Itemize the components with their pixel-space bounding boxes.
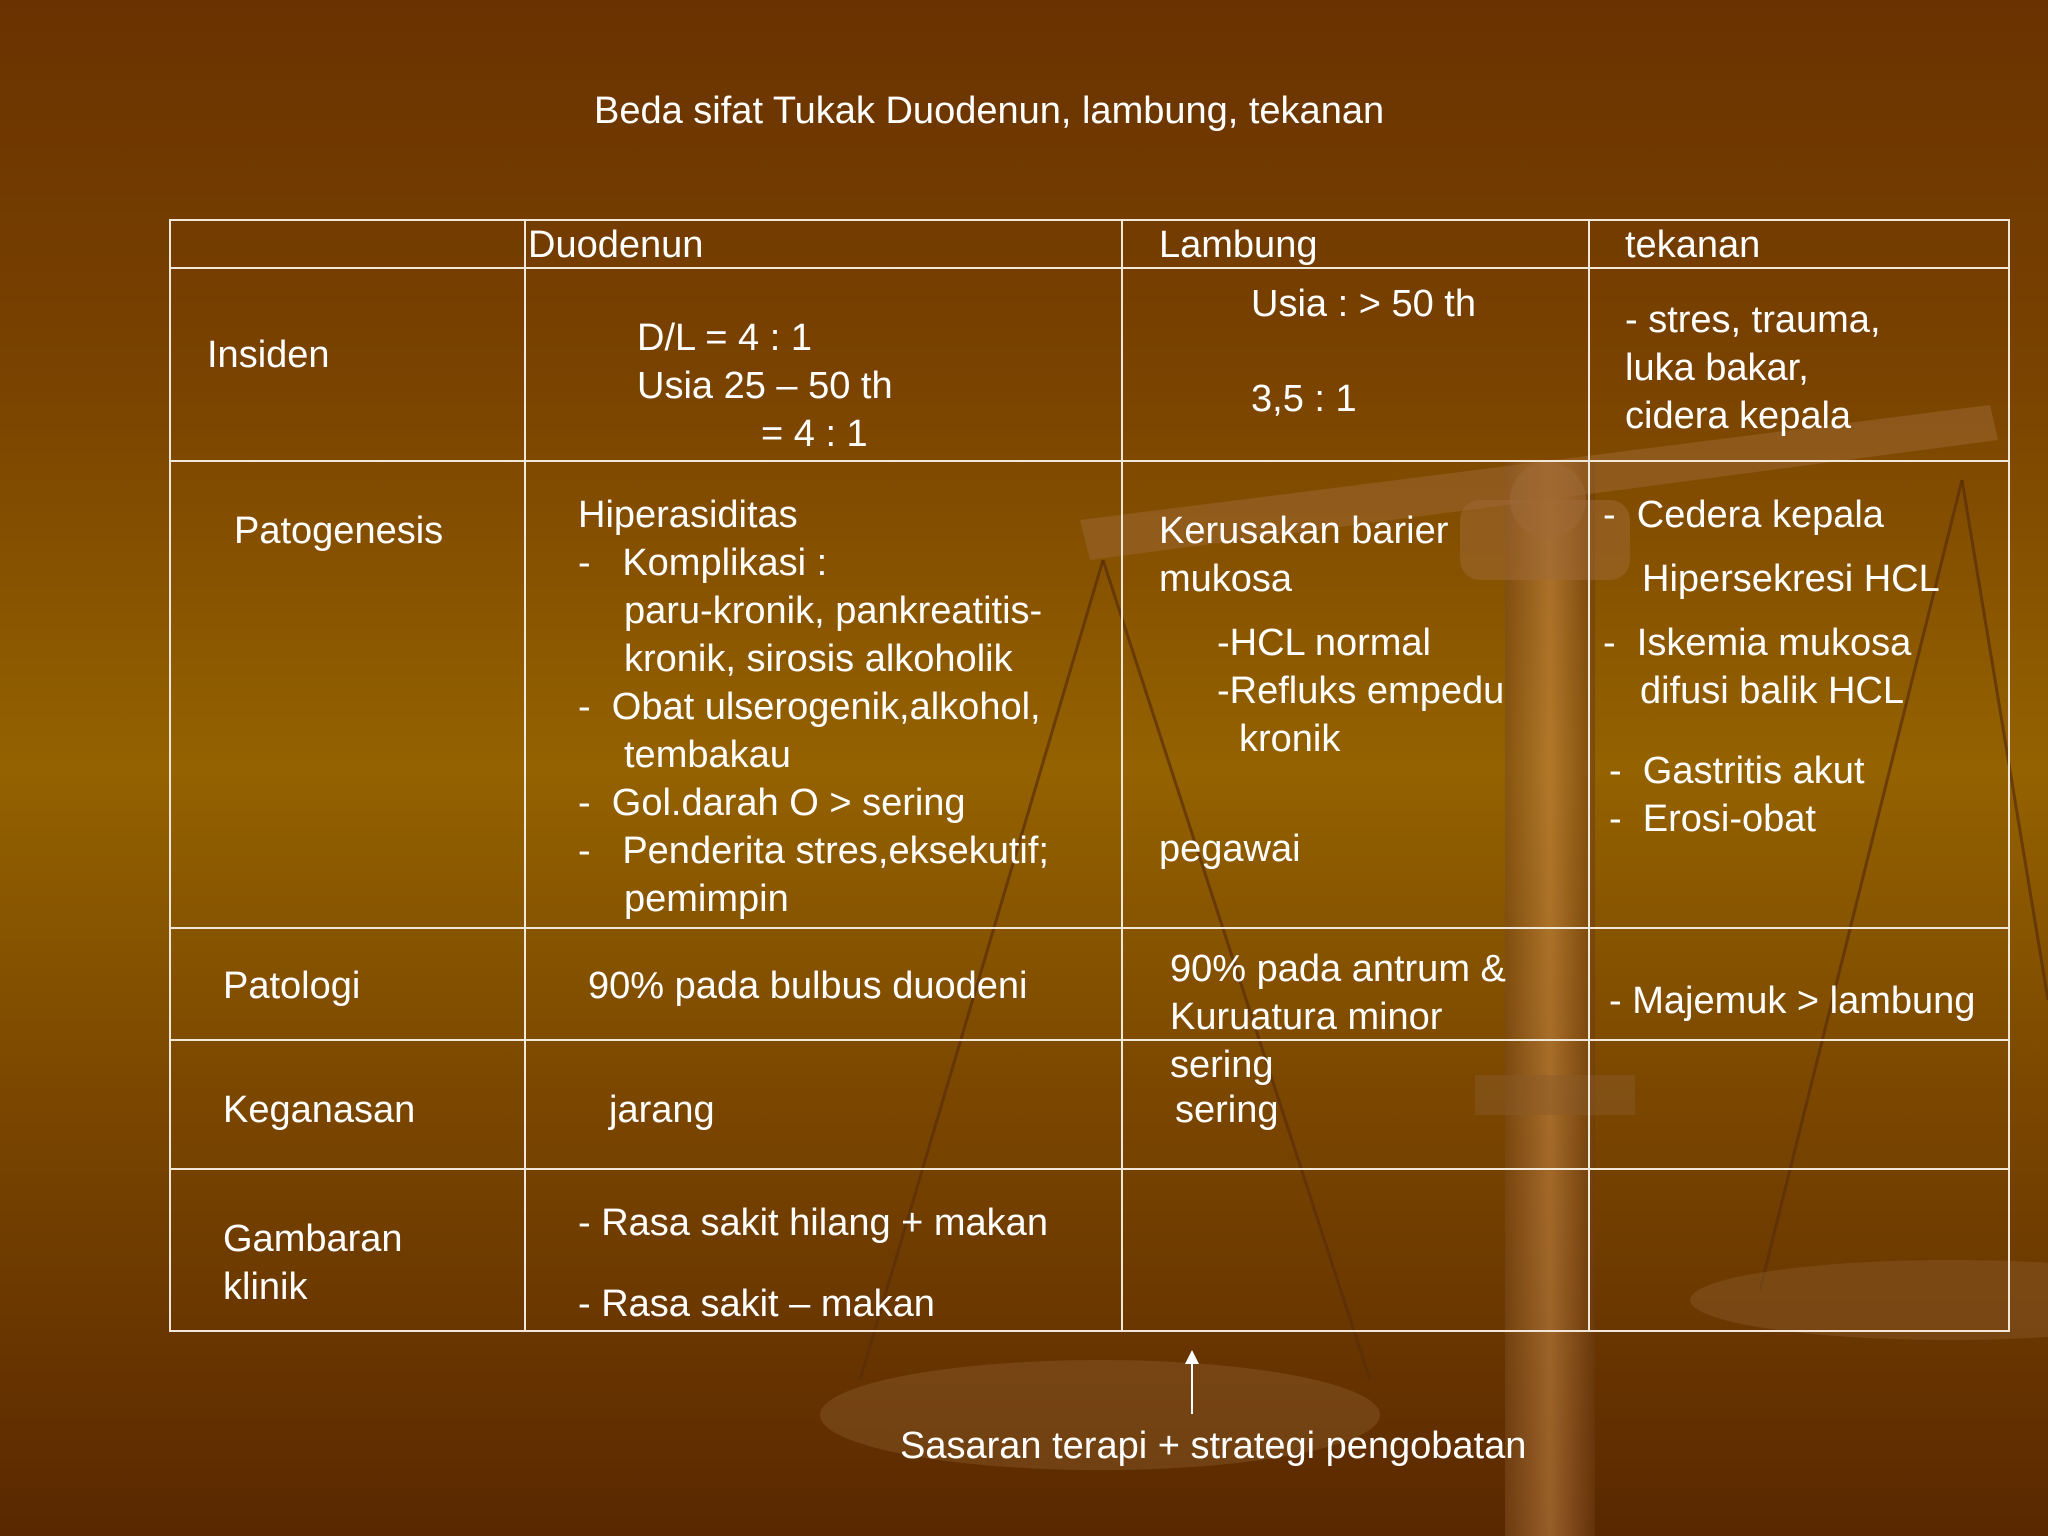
cell-text: sering (1175, 1089, 1279, 1131)
cell-keganasan-tekanan (1589, 1040, 2009, 1169)
cell-text: - Cedera kepala (1603, 494, 1884, 536)
cell-text: - Penderita stres,eksekutif; (578, 830, 1049, 872)
cell-text: 3,5 : 1 (1251, 378, 1357, 420)
cell-text: - Rasa sakit hilang + makan (578, 1202, 1048, 1244)
cell-text: Usia 25 – 50 th (637, 365, 893, 407)
row-label-text: Patogenesis (234, 510, 444, 552)
cell-text: - Majemuk > lambung (1609, 980, 1976, 1022)
cell-text: 90% pada bulbus duodeni (588, 965, 1028, 1007)
cell-patologi-duodenun (525, 928, 1122, 1040)
cell-text: = 4 : 1 (761, 413, 868, 455)
row-label-keganasan (170, 1040, 525, 1169)
row-label-text: Keganasan (223, 1089, 416, 1131)
row-label-patologi (170, 928, 525, 1040)
cell-patogenesis-tekanan (1589, 461, 2009, 928)
cell-text: mukosa (1159, 558, 1293, 600)
header-duodenun-text: Duodenun (528, 224, 704, 266)
row-patogenesis (170, 461, 2009, 928)
cell-insiden-duodenun (525, 268, 1122, 461)
row-label-text: Patologi (223, 965, 361, 1007)
cell-text: - Obat ulserogenik,alkohol, (578, 686, 1041, 728)
cell-gambaran-lambung (1122, 1169, 1589, 1331)
cell-gambaran-tekanan (1589, 1169, 2009, 1331)
row-label-patogenesis (170, 461, 525, 928)
cell-text: - Gol.darah O > sering (578, 782, 966, 824)
cell-text: -HCL normal (1217, 622, 1431, 664)
row-label-text: Gambaran (223, 1218, 403, 1260)
cell-keganasan-lambung (1122, 1040, 1589, 1169)
cell-text: paru-kronik, pankreatitis- (624, 590, 1043, 632)
header-cell-empty (170, 220, 525, 268)
up-arrow-icon (1177, 1350, 1207, 1415)
cell-text: - Iskemia mukosa (1603, 622, 1912, 664)
cell-patogenesis-duodenun (525, 461, 1122, 928)
header-lambung (1122, 220, 1589, 268)
header-row (170, 220, 2009, 268)
slide-title: Beda sifat Tukak Duodenun, lambung, tekanan (594, 90, 1385, 132)
cell-text: sering (1170, 1044, 1274, 1086)
cell-text: - Erosi-obat (1609, 798, 1816, 840)
comparison-table (169, 219, 2010, 1332)
cell-text: - stres, trauma, (1625, 299, 1881, 341)
row-patologi (170, 928, 2009, 1040)
cell-text: kronik (1239, 718, 1341, 760)
cell-text: Kerusakan barier (1159, 510, 1449, 552)
cell-text: 90% pada antrum & (1170, 948, 1506, 990)
cell-text: kronik, sirosis alkoholik (624, 638, 1013, 680)
cell-text: tembakau (624, 734, 791, 776)
cell-patologi-tekanan (1589, 928, 2009, 1040)
cell-text: difusi balik HCL (1640, 670, 1904, 712)
row-label-insiden (170, 268, 525, 461)
footer-note: Sasaran terapi + strategi pengobatan (900, 1425, 1527, 1467)
cell-text: Usia : > 50 th (1251, 283, 1476, 325)
header-lambung-text: Lambung (1159, 224, 1318, 266)
row-gambaran-klinik (170, 1169, 2009, 1331)
cell-text: D/L = 4 : 1 (637, 317, 812, 359)
cell-text: pemimpin (624, 878, 789, 920)
header-tekanan (1589, 220, 2009, 268)
cell-text: - Gastritis akut (1609, 750, 1865, 792)
cell-keganasan-duodenun (525, 1040, 1122, 1169)
row-label-text: klinik (223, 1266, 308, 1308)
cell-patogenesis-lambung (1122, 461, 1589, 928)
cell-text: cidera kepala (1625, 395, 1852, 437)
cell-insiden-tekanan (1589, 268, 2009, 461)
cell-patologi-lambung (1122, 928, 1589, 1086)
cell-text: - Komplikasi : (578, 542, 828, 584)
cell-text: -Refluks empedu (1217, 670, 1505, 712)
cell-text: pegawai (1159, 828, 1301, 870)
header-tekanan-text: tekanan (1625, 224, 1761, 266)
cell-insiden-lambung (1122, 268, 1589, 461)
header-duodenun (525, 220, 1122, 268)
row-keganasan (170, 1040, 2009, 1169)
cell-text: Hiperasiditas (578, 494, 798, 536)
cell-text: luka bakar, (1625, 347, 1809, 389)
cell-text: Kuruatura minor (1170, 996, 1443, 1038)
row-label-gambaran-klinik (170, 1169, 525, 1331)
row-label-text: Insiden (207, 334, 330, 376)
cell-text: jarang (609, 1089, 715, 1131)
cell-gambaran-duodenun (525, 1169, 1122, 1331)
cell-text: Hipersekresi HCL (1642, 558, 1940, 600)
row-insiden (170, 268, 2009, 461)
cell-text: - Rasa sakit – makan (578, 1283, 935, 1325)
